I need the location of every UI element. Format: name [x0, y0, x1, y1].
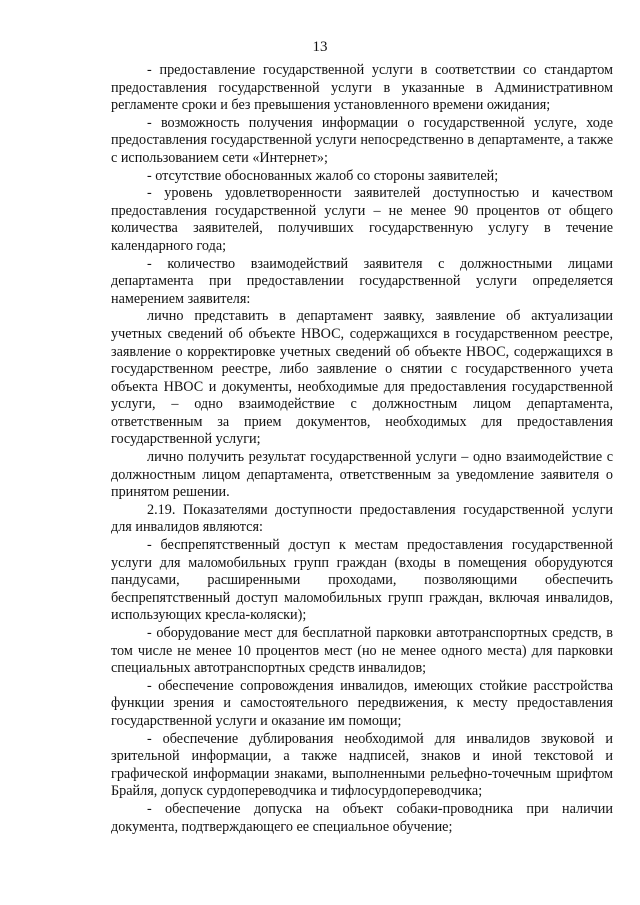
paragraph: - беспрепятственный доступ к местам предоставления государственной услуги для маломобильных групп граждан (входы в помещения оборудуются пандусами, расширенными проходами, позволяющими обеспечить беспрепятственный доступ маломобильных групп граждан, включая инвалидов, использующих кресла-коляски); — [111, 537, 613, 624]
paragraph: - предоставление государственной услуги в соответствии со стандартом предоставления государственной услуги в указанные в Административном регламенте сроки и без превышения установленного времени ожидания; — [111, 62, 613, 114]
document-body — [111, 62, 613, 836]
paragraph: - возможность получения информации о государственной услуге, ходе предоставления государственной услуги непосредственно в департаменте, а также с использованием сети «Интернет»; — [111, 114, 613, 166]
paragraph: - обеспечение дублирования необходимой для инвалидов звуковой и зрительной информации, а также надписей, знаков и иной текстовой и графической информации знаками, выполненными рельефно-точечным шрифтом Брайля, допуск сурдопереводчика и тифлосурдопереводчика; — [111, 730, 613, 800]
paragraph: - отсутствие обоснованных жалоб со стороны заявителей; — [147, 167, 499, 184]
paragraph: - уровень удовлетворенности заявителей доступностью и качеством предоставления государственной услуги – не менее 90 процентов от общего количества заявителей, получивших государственную услугу в течение календарного года; — [111, 185, 613, 254]
page-number: 13 — [312, 39, 328, 55]
paragraph: - обеспечение допуска на объект собаки-проводника при наличии документа, подтверждающего ее специальное обучение; — [111, 800, 613, 835]
paragraph: - обеспечение сопровождения инвалидов, имеющих стойкие расстройства функции зрения и самостоятельного передвижения, к месту предоставления государственной услуги и оказание им помощи; — [111, 677, 613, 729]
paragraph: - количество взаимодействий заявителя с должностными лицами департамента при предоставлении государственной услуги определяется намерением заявителя: — [111, 255, 613, 307]
paragraph: - оборудование мест для бесплатной парковки автотранспортных средств, в том числе не менее 10 процентов мест (но не менее одного места) для парковки специальных автотранспортных средств инвалидов; — [111, 625, 613, 677]
paragraph: лично представить в департамент заявку, заявление об актуализации учетных сведений об объекте НВОС, содержащихся в государственном реестре, заявление о корректировке учетных сведений об объекте НВОС, содержащихся в государственном реестре, либо заявление о снятии с государственного учета объекта НВОС и документы, необходимые для предоставления государственной услуги, – одно взаимодействие с должностным лицом департамента, ответственным за прием документов, необходимых для предоставления государственной услуги; — [111, 308, 613, 448]
paragraph: лично получить результат государственной услуги – одно взаимодействие с должностным лицом департамента, ответственным за уведомление заявителя о принятом решении. — [111, 449, 613, 501]
paragraph: 2.19. Показателями доступности предоставления государственной услуги для инвалидов являются: — [111, 501, 613, 536]
